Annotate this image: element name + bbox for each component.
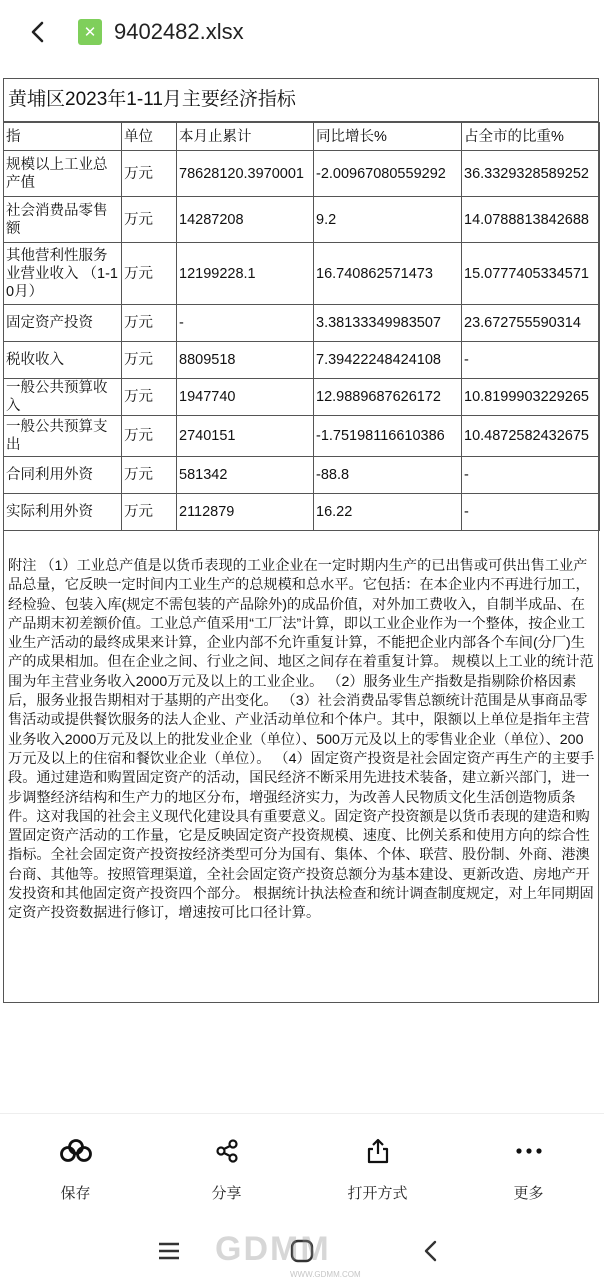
table-cell-value[interactable]: 一般公共预算支出 — [4, 416, 122, 457]
table-cell-value[interactable]: 12.9889687626172 — [314, 379, 462, 416]
menu-button[interactable] — [152, 1234, 186, 1268]
table-cell-value[interactable]: 万元 — [122, 416, 177, 457]
table-cell-value[interactable]: 规模以上工业总产值 — [4, 151, 122, 197]
save-button[interactable] — [0, 1114, 151, 1211]
table-cell-value[interactable]: 78628120.3970001 — [177, 151, 314, 197]
table-cell-value[interactable]: 万元 — [122, 494, 177, 531]
table-cell-value[interactable]: 12199228.1 — [177, 243, 314, 305]
table-cell-value[interactable]: 2112879 — [177, 494, 314, 531]
table-cell-value[interactable]: 实际利用外资 — [4, 494, 122, 531]
back-triangle-icon — [422, 1239, 440, 1263]
share-icon — [210, 1134, 244, 1168]
spreadsheet — [3, 78, 599, 1003]
table-row — [4, 342, 600, 379]
table-cell-value[interactable]: 1947740 — [177, 379, 314, 416]
table-cell-value[interactable]: 16.740862571473 — [314, 243, 462, 305]
share-button[interactable] — [151, 1114, 302, 1211]
table-cell-value[interactable]: 2740151 — [177, 416, 314, 457]
table-cell-value[interactable]: - — [177, 305, 314, 342]
table-cell-value[interactable]: 税收收入 — [4, 342, 122, 379]
table-cell-value[interactable]: 万元 — [122, 243, 177, 305]
menu-icon — [157, 1241, 181, 1261]
note-text: 附注 （1）工业总产值是以货币表现的工业企业在一定时期内生产的已出售或可供出售工业产品总量，它反映一定时间内工业生产的总规模和总水平。它包括：在本企业内不再进行加工，经检验、包装入库(规定不需包装的产品除外)的成品价值，对外加工费收入，自制半成品、在产品期末初差额价值。工业总产值采用“工厂法”计算，即以工业企业作为一个整体，按企业工业生产活动的最终成果来计算，企业内部不允许重复计算，不能把企业内部各个车间(分厂)生产的成果相加。但在企业之间、行业之间、地区之间存在着重复计算。 规模以上工业的统计范围为年主营业务收入2000万元及以上的工业企业。 （2）服务业生产指数是指剔除价格因素后，服务业报告期相对于基期的产出变化。 （3）社会消费品零售总额统计范围是从事商品零售活动或提供餐饮服务的法人企业、产业活动单位和个体户。其中，限额以上单位是指年主营业务收入2000万元及以上的批发业企业（单位）、500万元及以上的零售业企业（单位）、200万元及以上的住宿和餐饮业企业（单位）。 （4）固定资产投资是社会固定资产再生产的主要手段。通过建造和购置固定资产的活动，国民经济不断采用先进技术装备，建立新兴部门，进一步调整经济结构和生产力的地区分布，增强经济实力，为改善人民物质文化生活创造物质条件。这对我国的社会主义现代化建设具有重要意义。固定资产投资额是以货币表现的建造和购置固定资产活动的工作量，它是反映固定资产投资规模、速度、比例关系和使用方向的综合性指标。全社会固定资产投资按经济类型可分为国有、集体、个体、联营、股份制、外商、港澳台商、其他等。按照管理渠道，全社会固定资产投资总额分为基本建设、更新改造、房地产开发投资和其他固定资产投资四个部分。 根据统计执法检查和统计调查制度规定，对上年同期固定资产投资数据进行修订，增速按可比口径计算。 — [8, 558, 595, 922]
table-cell-value[interactable]: 10.8199903229265 — [462, 379, 600, 416]
table-cell-header[interactable]: 本月止累计 — [177, 123, 314, 151]
more-dots-icon — [512, 1134, 546, 1168]
table-cell-header[interactable]: 占全市的比重% — [462, 123, 600, 151]
open-with-icon — [361, 1134, 395, 1168]
more-button[interactable] — [453, 1114, 604, 1211]
table-cell-value[interactable]: 16.22 — [314, 494, 462, 531]
top-bar — [0, 0, 604, 64]
table-cell-value[interactable]: 3.38133349983507 — [314, 305, 462, 342]
table-cell-value[interactable]: - — [462, 494, 600, 531]
back-button[interactable] — [18, 12, 58, 52]
table-cell-value[interactable]: 万元 — [122, 151, 177, 197]
table-row — [4, 379, 600, 416]
system-navigation-bar — [0, 1222, 604, 1280]
excel-file-icon: ✕ — [78, 19, 102, 45]
back-nav-button[interactable] — [414, 1234, 448, 1268]
data-table — [3, 122, 600, 531]
table-row — [4, 457, 600, 494]
table-cell-value[interactable]: 8809518 — [177, 342, 314, 379]
table-cell-value[interactable]: 10.4872582432675 — [462, 416, 600, 457]
table-header-row — [4, 123, 600, 151]
table-cell-value[interactable]: 23.672755590314 — [462, 305, 600, 342]
watermark-url: WWW.GDMM.COM — [290, 1270, 361, 1279]
bottom-action-bar — [0, 1113, 604, 1211]
open-with-label: 打开方式 — [347, 1185, 408, 1202]
table-cell-header[interactable]: 单位 — [122, 123, 177, 151]
table-cell-value[interactable]: 万元 — [122, 305, 177, 342]
chevron-left-icon — [28, 20, 48, 44]
table-cell-header[interactable]: 同比增长% — [314, 123, 462, 151]
table-cell-value[interactable]: 一般公共预算收入 — [4, 379, 122, 416]
table-cell-value[interactable]: - — [462, 457, 600, 494]
table-cell-value[interactable]: 14287208 — [177, 197, 314, 243]
table-row — [4, 197, 600, 243]
table-cell-value[interactable]: - — [462, 342, 600, 379]
table-cell-value[interactable]: 14.0788813842688 — [462, 197, 600, 243]
cloud-icon — [59, 1134, 93, 1168]
table-cell-value[interactable]: 万元 — [122, 197, 177, 243]
table-cell-value[interactable]: 15.0777405334571 — [462, 243, 600, 305]
table-cell-value[interactable]: -88.8 — [314, 457, 462, 494]
table-row — [4, 305, 600, 342]
open-with-button[interactable] — [302, 1114, 453, 1211]
table-cell-value[interactable]: 其他营利性服务业营业收入 （1-10月） — [4, 243, 122, 305]
table-cell-value[interactable]: 固定资产投资 — [4, 305, 122, 342]
table-cell-header[interactable]: 指 — [4, 123, 122, 151]
table-row — [4, 151, 600, 197]
table-row — [4, 243, 600, 305]
table-cell-value[interactable]: 万元 — [122, 457, 177, 494]
share-label: 分享 — [211, 1185, 242, 1202]
save-label: 保存 — [60, 1185, 91, 1202]
watermark: GDMM — [215, 1230, 331, 1268]
table-cell-value[interactable]: 合同利用外资 — [4, 457, 122, 494]
table-cell-value[interactable]: 万元 — [122, 342, 177, 379]
table-row — [4, 416, 600, 457]
table-cell-value[interactable]: -2.00967080559292 — [314, 151, 462, 197]
file-name: 9402482.xlsx — [114, 19, 244, 44]
table-cell-value[interactable]: 7.39422248424108 — [314, 342, 462, 379]
table-cell-value[interactable]: 万元 — [122, 379, 177, 416]
table-row — [4, 494, 600, 531]
table-cell-value[interactable]: 9.2 — [314, 197, 462, 243]
table-cell-value[interactable]: 581342 — [177, 457, 314, 494]
sheet-title: 黄埔区2023年1-11月主要经济指标 — [4, 79, 598, 122]
more-label: 更多 — [513, 1185, 544, 1202]
table-cell-value[interactable]: -1.75198116610386 — [314, 416, 462, 457]
table-cell-value[interactable]: 36.3329328589252 — [462, 151, 600, 197]
table-cell-value[interactable]: 社会消费品零售额 — [4, 197, 122, 243]
